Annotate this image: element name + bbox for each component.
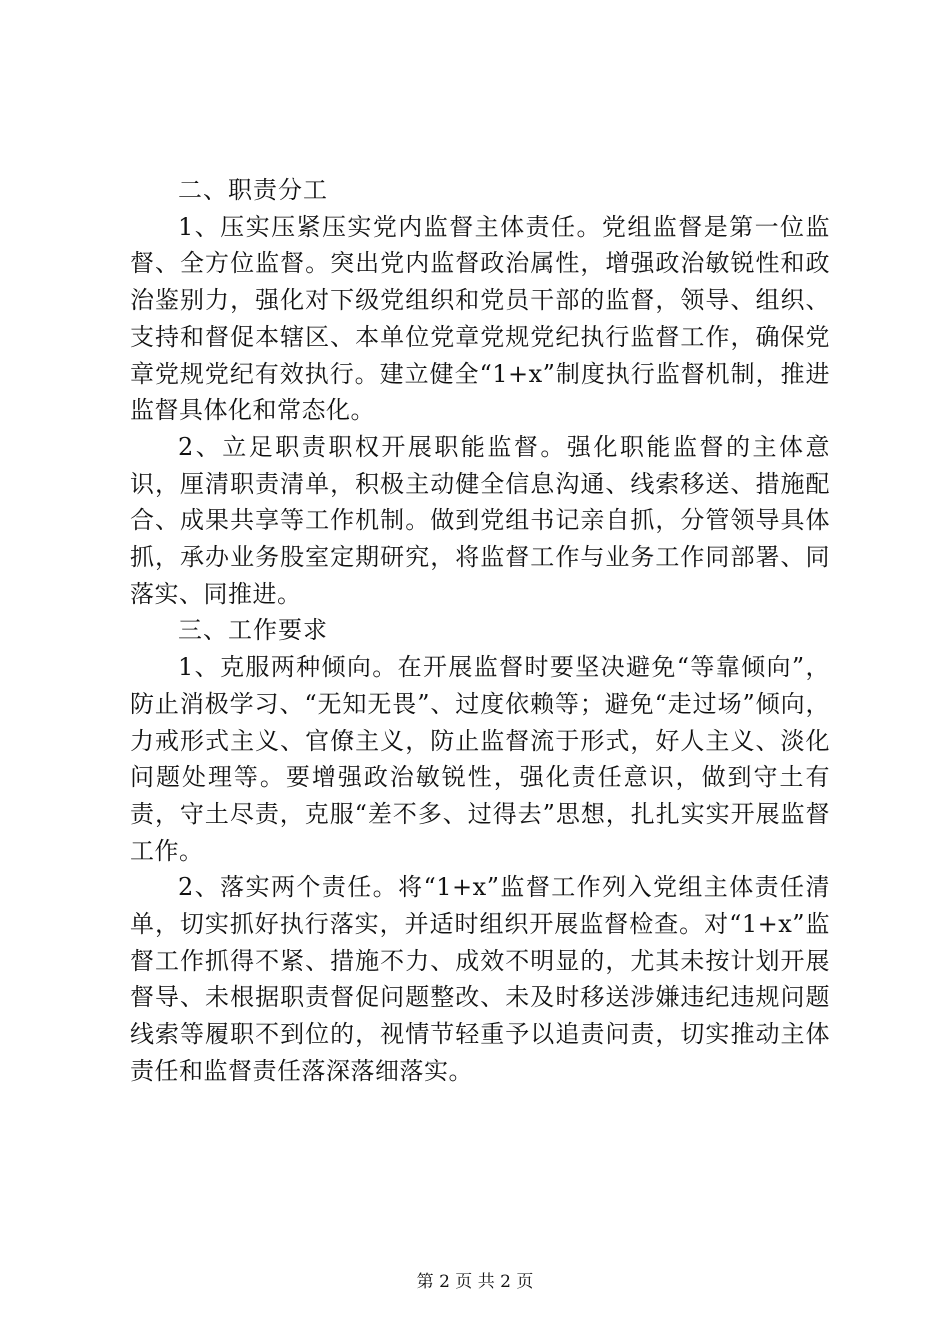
paragraph-duty-2: 2、立足职责职权开展职能监督。强化职能监督的主体意识，厘清职责清单，积极主动健全信息沟通、线索移送、措施配合、成果共享等工作机制。做到党组书记亲自抓，分管领导具体抓，承办业务股室定期研究，将监督工作与业务工作同部署、同落实、同推进。 bbox=[130, 432, 830, 608]
paragraph-requirement-1: 1、克服两种倾向。在开展监督时要坚决避免“等靠倾向”，防止消极学习、“无知无畏”、过度依赖等；避免“走过场”倾向，力戒形式主义、官僚主义，防止监督流于形式，好人主义、淡化问题处理等。要增强政治敏锐性，强化责任意识，做到守土有责，守土尽责，克服“差不多、过得去”思想，扎扎实实开展监督工作。 bbox=[130, 653, 830, 865]
page-footer: 第 2 页 共 2 页 bbox=[416, 1272, 534, 1292]
section-heading-duties: 二、职责分工 bbox=[178, 176, 328, 204]
paragraph-requirement-2: 2、落实两个责任。将“1+x”监督工作列入党组主体责任清单，切实抓好执行落实，并适时组织开展监督检查。对“1+x”监督工作抓得不紧、措施不力、成效不明显的，尤其未按计划开展督导、未根据职责督促问题整改、未及时移送涉嫌违纪违规问题线索等履职不到位的，视情节轻重予以追责问责，切实推动主体责任和监督责任落深落细落实。 bbox=[130, 873, 830, 1085]
document-body bbox=[130, 172, 830, 1090]
paragraph-duty-1: 1、压实压紧压实党内监督主体责任。党组监督是第一位监督、全方位监督。突出党内监督政治属性，增强政治敏锐性和政治鉴别力，强化对下级党组织和党员干部的监督，领导、组织、支持和督促本辖区、本单位党章党规党纪执行监督工作，确保党章党规党纪有效执行。建立健全“1+x”制度执行监督机制，推进监督具体化和常态化。 bbox=[130, 212, 830, 425]
section-heading-requirements: 三、工作要求 bbox=[178, 616, 328, 645]
